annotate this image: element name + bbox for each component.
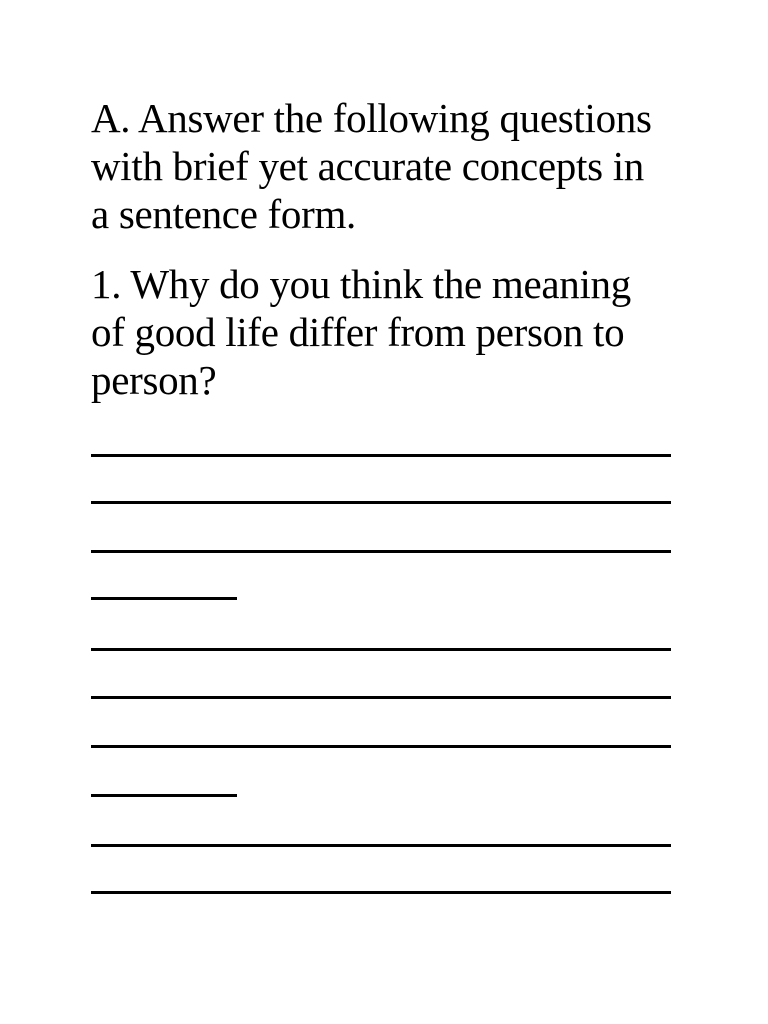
- answer-blank-line[interactable]: [91, 550, 671, 553]
- answer-blank-line-short[interactable]: [91, 794, 237, 797]
- answer-blank-line-short[interactable]: [91, 597, 237, 600]
- question-line: 1. Why do you think the meaning: [91, 261, 631, 307]
- instructions-line: A. Answer the following questions: [91, 95, 652, 141]
- question-line: of good life differ from person to: [91, 309, 625, 355]
- answer-blank-line[interactable]: [91, 745, 671, 748]
- instructions-line: with brief yet accurate concepts in: [91, 143, 644, 189]
- answer-blank-line[interactable]: [91, 844, 671, 847]
- answer-blank-line[interactable]: [91, 648, 671, 651]
- answer-blank-line[interactable]: [91, 501, 671, 504]
- answer-blank-line[interactable]: [91, 454, 671, 457]
- instructions-line: a sentence form.: [91, 191, 356, 237]
- answer-blank-line[interactable]: [91, 696, 671, 699]
- instructions-text: [91, 94, 691, 238]
- question-1-text: [91, 260, 691, 404]
- question-line: person?: [91, 357, 217, 403]
- answer-blank-line[interactable]: [91, 891, 671, 894]
